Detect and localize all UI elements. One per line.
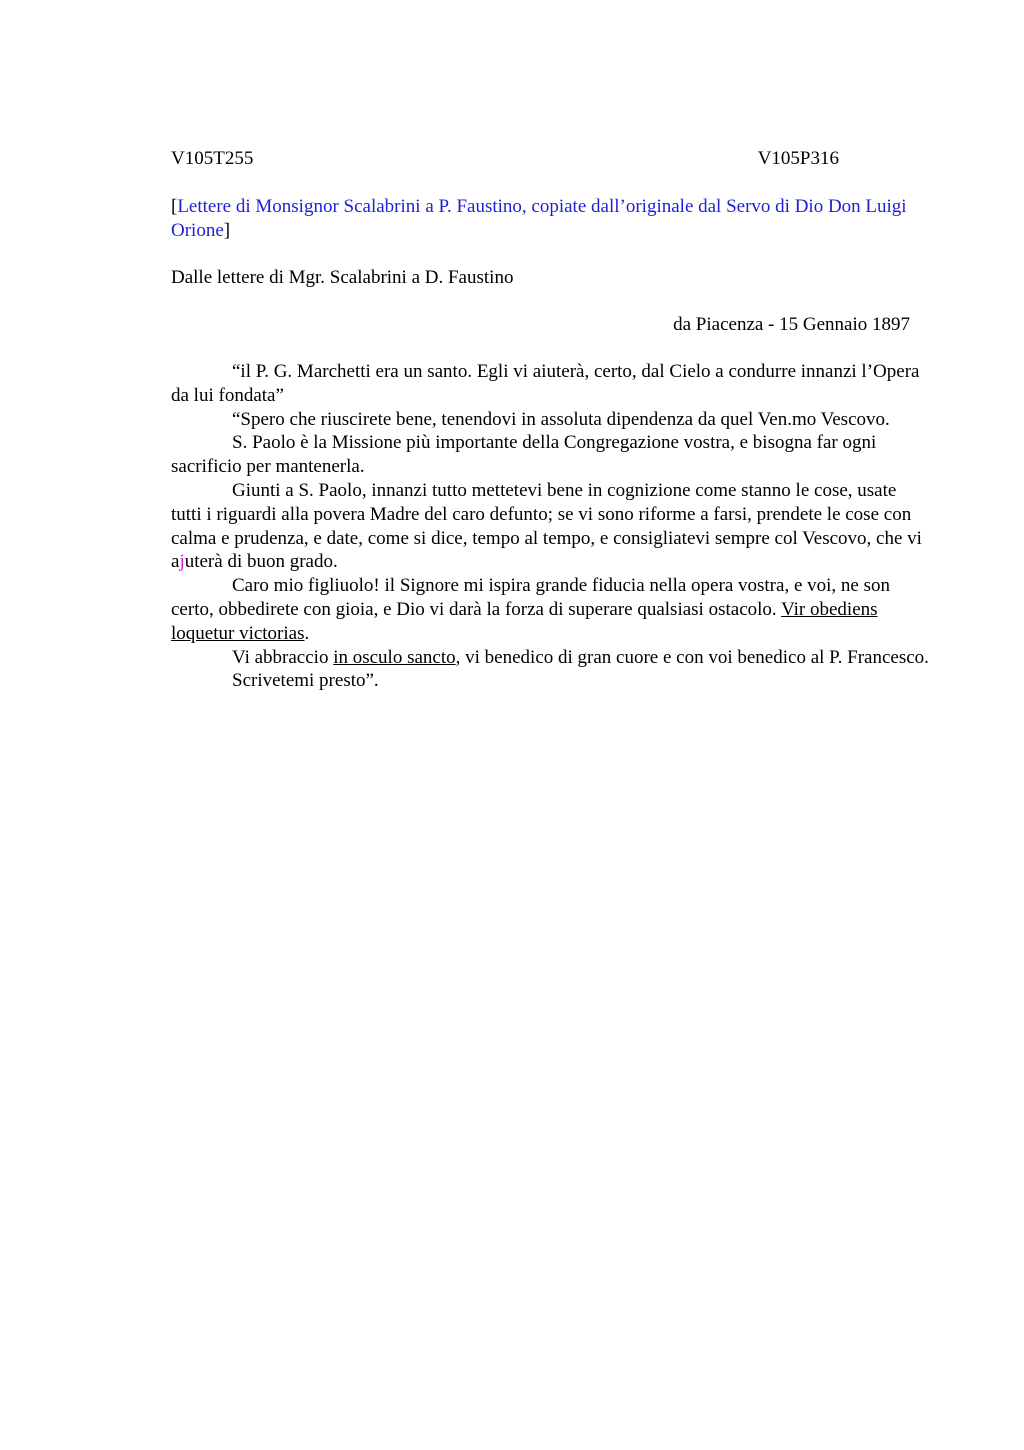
title-close-bracket: ] xyxy=(223,219,231,241)
paragraph-7: Scrivetemi presto”. xyxy=(232,670,379,692)
paragraph-5 xyxy=(171,574,929,645)
paragraph-4-text-start: Giunti a S. Paolo, innanzi tutto mettetevi bene in cognizione come stanno le cose, usate tutti i riguardi alla povera Madre del caro defunto; se vi sono riforme a farsi, prendete le cose con calma e prudenza, e date, come si dice, tempo al tempo, e consigliatevi sempre col Vescovo, che vi a xyxy=(171,479,922,573)
letter-body xyxy=(171,360,929,693)
edit-mark: j xyxy=(179,551,185,573)
latin-quote-underlined: Vir obediens loquetur victorias xyxy=(171,598,878,644)
reference-codes xyxy=(171,147,839,171)
title-open-bracket: [ xyxy=(171,196,178,217)
title-text: Lettere di Monsignor Scalabrini a P. Faustino, copiate dall’originale dal Servo di Dio Don Luigi Orione xyxy=(171,196,907,241)
document-title xyxy=(171,195,929,242)
document-subtitle: Dalle lettere di Mgr. Scalabrini a D. Faustino xyxy=(171,267,514,288)
paragraph-1: “il P. G. Marchetti era un santo. Egli vi aiuterà, certo, dal Cielo a condurre innanzi l’Opera da lui fondata” xyxy=(171,361,920,406)
reference-code-left: V105T255 xyxy=(171,148,254,169)
paragraph-6-text-start: Vi abbraccio xyxy=(232,646,334,668)
reference-code-right: V105P316 xyxy=(757,148,839,169)
paragraph-2: “Spero che riuscirete bene, tenendovi in assoluta dipendenza da quel Ven.mo Vescovo. xyxy=(232,408,890,430)
paragraph-6-text-end: , vi benedico di gran cuore e con voi benedico al P. Francesco. xyxy=(455,646,929,668)
letter-dateline: da Piacenza - 15 Gennaio 1897 xyxy=(673,314,910,335)
paragraph-6 xyxy=(171,646,929,670)
latin-phrase-underlined: in osculo sancto xyxy=(333,646,456,668)
paragraph-5-text: Caro mio figliuolo! il Signore mi ispira grande fiducia nella opera vostra, e voi, ne son certo, obbedirete con gioia, e Dio vi darà la forza di superare qualsiasi ostacolo. xyxy=(171,575,890,620)
paragraph-4-text-end: uterà di buon grado. xyxy=(184,551,338,573)
paragraph-5-end: . xyxy=(304,622,310,644)
paragraph-3: S. Paolo è la Missione più importante della Congregazione vostra, e bisogna far ogni sacrificio per mantenerla. xyxy=(171,432,877,478)
paragraph-4 xyxy=(171,479,929,574)
